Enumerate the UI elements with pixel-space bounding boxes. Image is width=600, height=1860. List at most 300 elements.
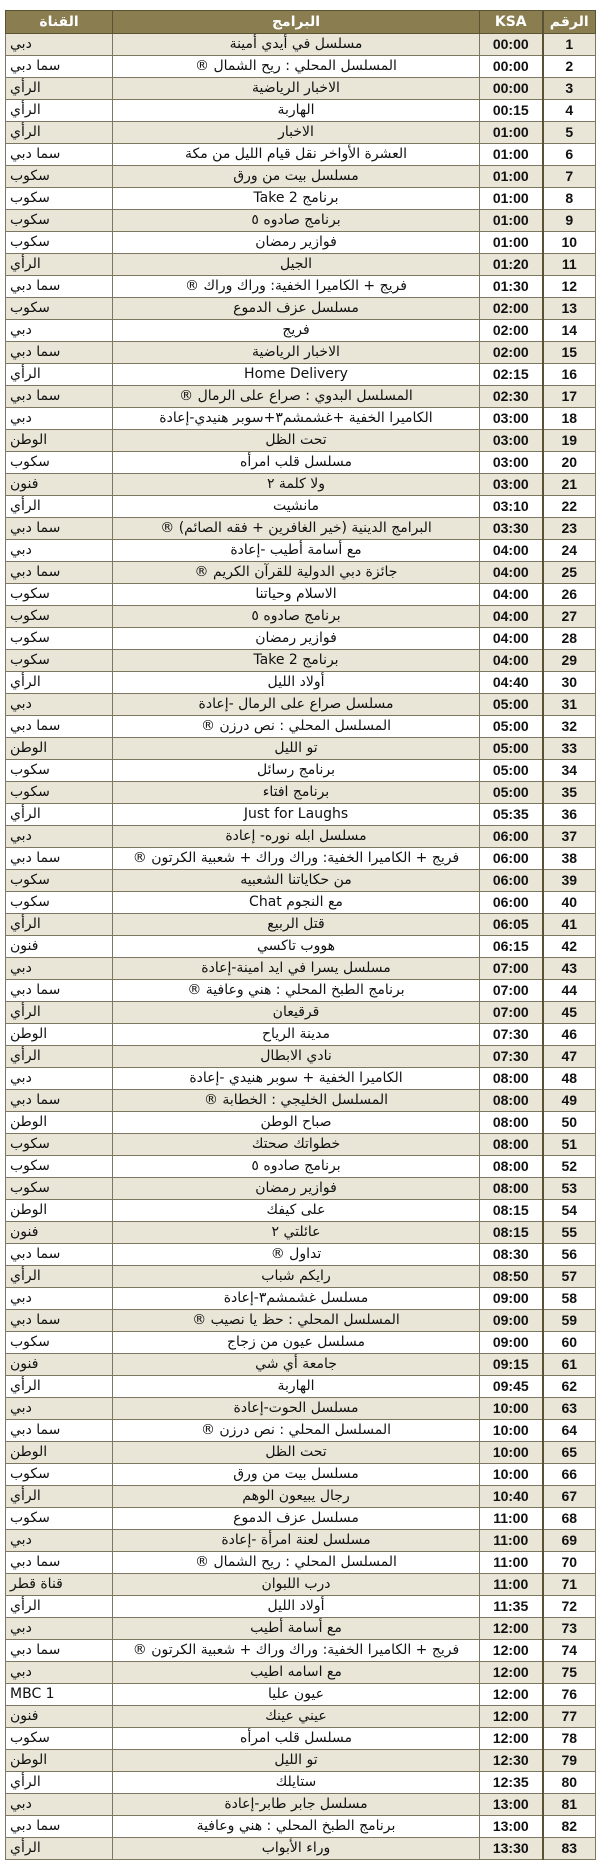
time-cell: 07:00 xyxy=(480,980,543,1002)
channel-cell: فنون xyxy=(6,1222,113,1244)
program-cell: مسلسل جابر طابر-إعادة xyxy=(113,1794,480,1816)
table-row xyxy=(6,738,596,760)
table-row xyxy=(6,1310,596,1332)
channel-cell: سما دبي xyxy=(6,716,113,738)
channel-cell: الرأي xyxy=(6,364,113,386)
program-cell: وراء الأبواب xyxy=(113,1838,480,1860)
table-row xyxy=(6,1728,596,1750)
channel-cell: سما دبي xyxy=(6,342,113,364)
row-number-cell: 66 xyxy=(543,1464,596,1486)
table-row xyxy=(6,1354,596,1376)
time-cell: 03:30 xyxy=(480,518,543,540)
table-row xyxy=(6,958,596,980)
program-cell: المسلسل المحلي : حظ يا نصيب ® xyxy=(113,1310,480,1332)
time-cell: 12:00 xyxy=(480,1706,543,1728)
row-number-cell: 49 xyxy=(543,1090,596,1112)
table-row xyxy=(6,1486,596,1508)
time-cell: 09:45 xyxy=(480,1376,543,1398)
table-row xyxy=(6,166,596,188)
row-number-cell: 50 xyxy=(543,1112,596,1134)
channel-cell: سما دبي xyxy=(6,980,113,1002)
time-cell: 03:00 xyxy=(480,408,543,430)
channel-cell: دبي xyxy=(6,958,113,980)
program-cell: فوازير رمضان xyxy=(113,628,480,650)
table-row xyxy=(6,892,596,914)
program-cell: مسلسل لعنة امرأة -إعادة xyxy=(113,1530,480,1552)
row-number-cell: 12 xyxy=(543,276,596,298)
channel-cell: سما دبي xyxy=(6,276,113,298)
time-cell: 04:00 xyxy=(480,628,543,650)
program-cell: الكاميرا الخفية +غشمشم٣+سوبر هنيدي-إعادة xyxy=(113,408,480,430)
row-number-cell: 16 xyxy=(543,364,596,386)
program-cell: المسلسل المحلي : ريح الشمال ® xyxy=(113,1552,480,1574)
table-row xyxy=(6,1398,596,1420)
table-row xyxy=(6,804,596,826)
channel-cell: الرأي xyxy=(6,1046,113,1068)
channel-cell: سكوب xyxy=(6,1156,113,1178)
table-row xyxy=(6,1288,596,1310)
time-cell: 10:00 xyxy=(480,1398,543,1420)
table-row xyxy=(6,826,596,848)
time-cell: 11:00 xyxy=(480,1530,543,1552)
time-cell: 05:00 xyxy=(480,782,543,804)
time-cell: 10:00 xyxy=(480,1464,543,1486)
program-cell: المسلسل المحلي : ريح الشمال ® xyxy=(113,56,480,78)
table-row xyxy=(6,1266,596,1288)
time-cell: 00:00 xyxy=(480,34,543,56)
time-cell: 07:30 xyxy=(480,1046,543,1068)
program-cell: فريج + الكاميرا الخفية: وراك وراك + شعبية الكرتون ® xyxy=(113,848,480,870)
table-row xyxy=(6,342,596,364)
table-row xyxy=(6,1156,596,1178)
table-row xyxy=(6,298,596,320)
table-row xyxy=(6,914,596,936)
time-cell: 06:05 xyxy=(480,914,543,936)
row-number-cell: 61 xyxy=(543,1354,596,1376)
program-cell: مسلسل عيون من زجاج xyxy=(113,1332,480,1354)
time-cell: 10:00 xyxy=(480,1442,543,1464)
row-number-cell: 64 xyxy=(543,1420,596,1442)
schedule-sheet xyxy=(5,10,595,1860)
time-cell: 02:15 xyxy=(480,364,543,386)
time-cell: 01:00 xyxy=(480,122,543,144)
row-number-cell: 81 xyxy=(543,1794,596,1816)
channel-cell: دبي xyxy=(6,1794,113,1816)
table-row xyxy=(6,276,596,298)
channel-cell: سكوب xyxy=(6,650,113,672)
table-row xyxy=(6,1112,596,1134)
channel-cell: سكوب xyxy=(6,1464,113,1486)
program-cell: مسلسل في أيدي أمينة xyxy=(113,34,480,56)
time-cell: 06:00 xyxy=(480,826,543,848)
program-cell: قتل الربيع xyxy=(113,914,480,936)
row-number-cell: 48 xyxy=(543,1068,596,1090)
table-row xyxy=(6,1222,596,1244)
program-cell: الاخبار xyxy=(113,122,480,144)
program-cell: عيون عليا xyxy=(113,1684,480,1706)
time-cell: 12:30 xyxy=(480,1750,543,1772)
table-row xyxy=(6,628,596,650)
table-row xyxy=(6,1090,596,1112)
channel-cell: سكوب xyxy=(6,1728,113,1750)
channel-cell: سما دبي xyxy=(6,1310,113,1332)
time-cell: 08:00 xyxy=(480,1178,543,1200)
channel-cell: سكوب xyxy=(6,1332,113,1354)
header-time: KSA xyxy=(480,11,543,34)
time-cell: 01:30 xyxy=(480,276,543,298)
row-number-cell: 33 xyxy=(543,738,596,760)
program-cell: برنامج صادوه ٥ xyxy=(113,606,480,628)
table-row xyxy=(6,1024,596,1046)
row-number-cell: 47 xyxy=(543,1046,596,1068)
program-cell: برنامج رسائل xyxy=(113,760,480,782)
row-number-cell: 15 xyxy=(543,342,596,364)
row-number-cell: 18 xyxy=(543,408,596,430)
row-number-cell: 10 xyxy=(543,232,596,254)
program-cell: مسلسل ابله نوره- إعادة xyxy=(113,826,480,848)
row-number-cell: 58 xyxy=(543,1288,596,1310)
channel-cell: دبي xyxy=(6,1068,113,1090)
time-cell: 13:30 xyxy=(480,1838,543,1860)
table-row xyxy=(6,980,596,1002)
time-cell: 08:50 xyxy=(480,1266,543,1288)
schedule-table xyxy=(5,10,596,1860)
program-cell: Just for Laughs xyxy=(113,804,480,826)
program-cell: نادي الابطال xyxy=(113,1046,480,1068)
program-cell: برنامج الطبخ المحلي : هني وعافية xyxy=(113,1816,480,1838)
program-cell: برنامج Take 2 xyxy=(113,650,480,672)
program-cell: مسلسل قلب امرأه xyxy=(113,452,480,474)
table-row xyxy=(6,1046,596,1068)
row-number-cell: 59 xyxy=(543,1310,596,1332)
channel-cell: دبي xyxy=(6,1662,113,1684)
time-cell: 03:00 xyxy=(480,430,543,452)
program-cell: رجال يبيعون الوهم xyxy=(113,1486,480,1508)
time-cell: 06:00 xyxy=(480,892,543,914)
program-cell: قرقيعان xyxy=(113,1002,480,1024)
row-number-cell: 25 xyxy=(543,562,596,584)
channel-cell: سما دبي xyxy=(6,1244,113,1266)
channel-cell: سكوب xyxy=(6,232,113,254)
table-row xyxy=(6,870,596,892)
program-cell: تو الليل xyxy=(113,1750,480,1772)
program-cell: مسلسل عزف الدموع xyxy=(113,298,480,320)
table-row xyxy=(6,1244,596,1266)
table-row xyxy=(6,1750,596,1772)
program-cell: عيني عينك xyxy=(113,1706,480,1728)
time-cell: 12:00 xyxy=(480,1662,543,1684)
header-number: الرقم xyxy=(543,11,596,34)
program-cell: المسلسل البدوي : صراع على الرمال ® xyxy=(113,386,480,408)
table-row xyxy=(6,1508,596,1530)
row-number-cell: 53 xyxy=(543,1178,596,1200)
time-cell: 01:20 xyxy=(480,254,543,276)
program-cell: تداول ® xyxy=(113,1244,480,1266)
table-row xyxy=(6,78,596,100)
channel-cell: الوطن xyxy=(6,1112,113,1134)
time-cell: 09:15 xyxy=(480,1354,543,1376)
row-number-cell: 7 xyxy=(543,166,596,188)
table-row xyxy=(6,1552,596,1574)
channel-cell: الرأي xyxy=(6,1772,113,1794)
row-number-cell: 83 xyxy=(543,1838,596,1860)
channel-cell: دبي xyxy=(6,1530,113,1552)
row-number-cell: 57 xyxy=(543,1266,596,1288)
time-cell: 10:40 xyxy=(480,1486,543,1508)
time-cell: 06:00 xyxy=(480,848,543,870)
channel-cell: الرأي xyxy=(6,100,113,122)
row-number-cell: 31 xyxy=(543,694,596,716)
row-number-cell: 60 xyxy=(543,1332,596,1354)
channel-cell: الرأي xyxy=(6,496,113,518)
program-cell: فريج + الكاميرا الخفية: وراك وراك ® xyxy=(113,276,480,298)
channel-cell: الرأي xyxy=(6,1486,113,1508)
program-cell: هووب تاكسي xyxy=(113,936,480,958)
time-cell: 11:00 xyxy=(480,1552,543,1574)
channel-cell: قناة قطر xyxy=(6,1574,113,1596)
channel-cell: دبي xyxy=(6,1288,113,1310)
program-cell: الهاربة xyxy=(113,100,480,122)
table-row xyxy=(6,1420,596,1442)
channel-cell: سما دبي xyxy=(6,56,113,78)
time-cell: 01:00 xyxy=(480,232,543,254)
time-cell: 00:00 xyxy=(480,78,543,100)
time-cell: 06:15 xyxy=(480,936,543,958)
row-number-cell: 29 xyxy=(543,650,596,672)
channel-cell: الرأي xyxy=(6,804,113,826)
program-cell: الاخبار الرياضية xyxy=(113,78,480,100)
row-number-cell: 54 xyxy=(543,1200,596,1222)
row-number-cell: 68 xyxy=(543,1508,596,1530)
program-cell: مسلسل غشمشم٣-إعادة xyxy=(113,1288,480,1310)
channel-cell: سكوب xyxy=(6,606,113,628)
table-row xyxy=(6,650,596,672)
program-cell: مدينة الرياح xyxy=(113,1024,480,1046)
channel-cell: سما دبي xyxy=(6,1552,113,1574)
channel-cell: الوطن xyxy=(6,738,113,760)
row-number-cell: 30 xyxy=(543,672,596,694)
time-cell: 04:00 xyxy=(480,650,543,672)
row-number-cell: 23 xyxy=(543,518,596,540)
time-cell: 08:15 xyxy=(480,1200,543,1222)
table-row xyxy=(6,100,596,122)
row-number-cell: 3 xyxy=(543,78,596,100)
channel-cell: الرأي xyxy=(6,254,113,276)
time-cell: 11:35 xyxy=(480,1596,543,1618)
row-number-cell: 28 xyxy=(543,628,596,650)
header-program: البرامج xyxy=(113,11,480,34)
table-row xyxy=(6,56,596,78)
program-cell: مسلسل صراع على الرمال -إعادة xyxy=(113,694,480,716)
program-cell: برنامج افتاء xyxy=(113,782,480,804)
table-row xyxy=(6,1464,596,1486)
channel-cell: الرأي xyxy=(6,1838,113,1860)
time-cell: 06:00 xyxy=(480,870,543,892)
channel-cell: دبي xyxy=(6,1398,113,1420)
channel-cell: فنون xyxy=(6,474,113,496)
program-cell: مسلسل يسرا في ايد امينة-إعادة xyxy=(113,958,480,980)
program-cell: مسلسل الحوت-إعادة xyxy=(113,1398,480,1420)
table-row xyxy=(6,1200,596,1222)
table-row xyxy=(6,1816,596,1838)
table-row xyxy=(6,760,596,782)
table-row xyxy=(6,1332,596,1354)
program-cell: برنامج صادوه ٥ xyxy=(113,210,480,232)
program-cell: مع أسامة أطيب xyxy=(113,1618,480,1640)
row-number-cell: 65 xyxy=(543,1442,596,1464)
table-row xyxy=(6,716,596,738)
row-number-cell: 76 xyxy=(543,1684,596,1706)
table-row xyxy=(6,1706,596,1728)
table-row xyxy=(6,1574,596,1596)
row-number-cell: 35 xyxy=(543,782,596,804)
row-number-cell: 72 xyxy=(543,1596,596,1618)
channel-cell: الوطن xyxy=(6,1024,113,1046)
row-number-cell: 70 xyxy=(543,1552,596,1574)
table-row xyxy=(6,1002,596,1024)
program-cell: على كيفك xyxy=(113,1200,480,1222)
channel-cell: الرأي xyxy=(6,672,113,694)
program-cell: Home Delivery xyxy=(113,364,480,386)
table-row xyxy=(6,144,596,166)
table-row xyxy=(6,210,596,232)
channel-cell: سما دبي xyxy=(6,144,113,166)
table-row xyxy=(6,320,596,342)
channel-cell: سكوب xyxy=(6,452,113,474)
channel-cell: سكوب xyxy=(6,760,113,782)
time-cell: 01:00 xyxy=(480,188,543,210)
row-number-cell: 73 xyxy=(543,1618,596,1640)
table-row xyxy=(6,1772,596,1794)
time-cell: 12:35 xyxy=(480,1772,543,1794)
row-number-cell: 21 xyxy=(543,474,596,496)
time-cell: 03:10 xyxy=(480,496,543,518)
channel-cell: سكوب xyxy=(6,584,113,606)
program-cell: رايكم شباب xyxy=(113,1266,480,1288)
channel-cell: الرأي xyxy=(6,122,113,144)
table-row xyxy=(6,1596,596,1618)
time-cell: 07:00 xyxy=(480,958,543,980)
program-cell: الهاربة xyxy=(113,1376,480,1398)
program-cell: من حكاياتنا الشعبيه xyxy=(113,870,480,892)
row-number-cell: 41 xyxy=(543,914,596,936)
row-number-cell: 74 xyxy=(543,1640,596,1662)
program-cell: مع أسامة أطيب -إعادة xyxy=(113,540,480,562)
row-number-cell: 80 xyxy=(543,1772,596,1794)
program-cell: مع اسامه اطيب xyxy=(113,1662,480,1684)
time-cell: 12:00 xyxy=(480,1684,543,1706)
channel-cell: سكوب xyxy=(6,1508,113,1530)
channel-cell: سكوب xyxy=(6,870,113,892)
time-cell: 02:30 xyxy=(480,386,543,408)
channel-cell: الرأي xyxy=(6,1596,113,1618)
row-number-cell: 13 xyxy=(543,298,596,320)
table-row xyxy=(6,188,596,210)
row-number-cell: 69 xyxy=(543,1530,596,1552)
row-number-cell: 77 xyxy=(543,1706,596,1728)
row-number-cell: 39 xyxy=(543,870,596,892)
time-cell: 11:00 xyxy=(480,1574,543,1596)
channel-cell: الرأي xyxy=(6,1376,113,1398)
channel-cell: دبي xyxy=(6,1618,113,1640)
table-row xyxy=(6,496,596,518)
row-number-cell: 5 xyxy=(543,122,596,144)
program-cell: مع النجوم Chat xyxy=(113,892,480,914)
program-cell: خطواتك صحتك xyxy=(113,1134,480,1156)
row-number-cell: 55 xyxy=(543,1222,596,1244)
program-cell: برنامج صادوه ٥ xyxy=(113,1156,480,1178)
channel-cell: سما دبي xyxy=(6,1816,113,1838)
row-number-cell: 79 xyxy=(543,1750,596,1772)
table-row xyxy=(6,518,596,540)
table-row xyxy=(6,782,596,804)
program-cell: فريج + الكاميرا الخفية: وراك وراك + شعبية الكرتون ® xyxy=(113,1640,480,1662)
row-number-cell: 63 xyxy=(543,1398,596,1420)
table-row xyxy=(6,1662,596,1684)
time-cell: 08:15 xyxy=(480,1222,543,1244)
row-number-cell: 32 xyxy=(543,716,596,738)
row-number-cell: 52 xyxy=(543,1156,596,1178)
row-number-cell: 44 xyxy=(543,980,596,1002)
row-number-cell: 82 xyxy=(543,1816,596,1838)
time-cell: 08:00 xyxy=(480,1112,543,1134)
time-cell: 04:00 xyxy=(480,584,543,606)
channel-cell: سما دبي xyxy=(6,1420,113,1442)
program-cell: مسلسل بيت من ورق xyxy=(113,166,480,188)
table-row xyxy=(6,1068,596,1090)
row-number-cell: 4 xyxy=(543,100,596,122)
row-number-cell: 17 xyxy=(543,386,596,408)
table-row xyxy=(6,672,596,694)
program-cell: درب اللبوان xyxy=(113,1574,480,1596)
channel-cell: دبي xyxy=(6,826,113,848)
table-row xyxy=(6,936,596,958)
program-cell: أولاد الليل xyxy=(113,672,480,694)
time-cell: 09:00 xyxy=(480,1332,543,1354)
table-row xyxy=(6,1794,596,1816)
table-row xyxy=(6,1134,596,1156)
row-number-cell: 24 xyxy=(543,540,596,562)
row-number-cell: 22 xyxy=(543,496,596,518)
program-cell: الجيل xyxy=(113,254,480,276)
time-cell: 04:00 xyxy=(480,540,543,562)
program-cell: فوازير رمضان xyxy=(113,232,480,254)
program-cell: مسلسل بيت من ورق xyxy=(113,1464,480,1486)
table-row xyxy=(6,34,596,56)
row-number-cell: 40 xyxy=(543,892,596,914)
channel-cell: سما دبي xyxy=(6,386,113,408)
row-number-cell: 6 xyxy=(543,144,596,166)
time-cell: 04:00 xyxy=(480,562,543,584)
table-row xyxy=(6,1618,596,1640)
row-number-cell: 1 xyxy=(543,34,596,56)
channel-cell: الوطن xyxy=(6,1442,113,1464)
time-cell: 08:00 xyxy=(480,1068,543,1090)
program-cell: المسلسل الخليجي : الخطابة ® xyxy=(113,1090,480,1112)
program-cell: تحت الظل xyxy=(113,430,480,452)
header-channel: القناة xyxy=(6,11,113,34)
row-number-cell: 11 xyxy=(543,254,596,276)
time-cell: 08:00 xyxy=(480,1156,543,1178)
channel-cell: سكوب xyxy=(6,188,113,210)
program-cell: عائلتي ٢ xyxy=(113,1222,480,1244)
time-cell: 13:00 xyxy=(480,1794,543,1816)
program-cell: الاسلام وحياتنا xyxy=(113,584,480,606)
row-number-cell: 26 xyxy=(543,584,596,606)
channel-cell: فنون xyxy=(6,936,113,958)
table-row xyxy=(6,1684,596,1706)
program-cell: ولا كلمة ٢ xyxy=(113,474,480,496)
